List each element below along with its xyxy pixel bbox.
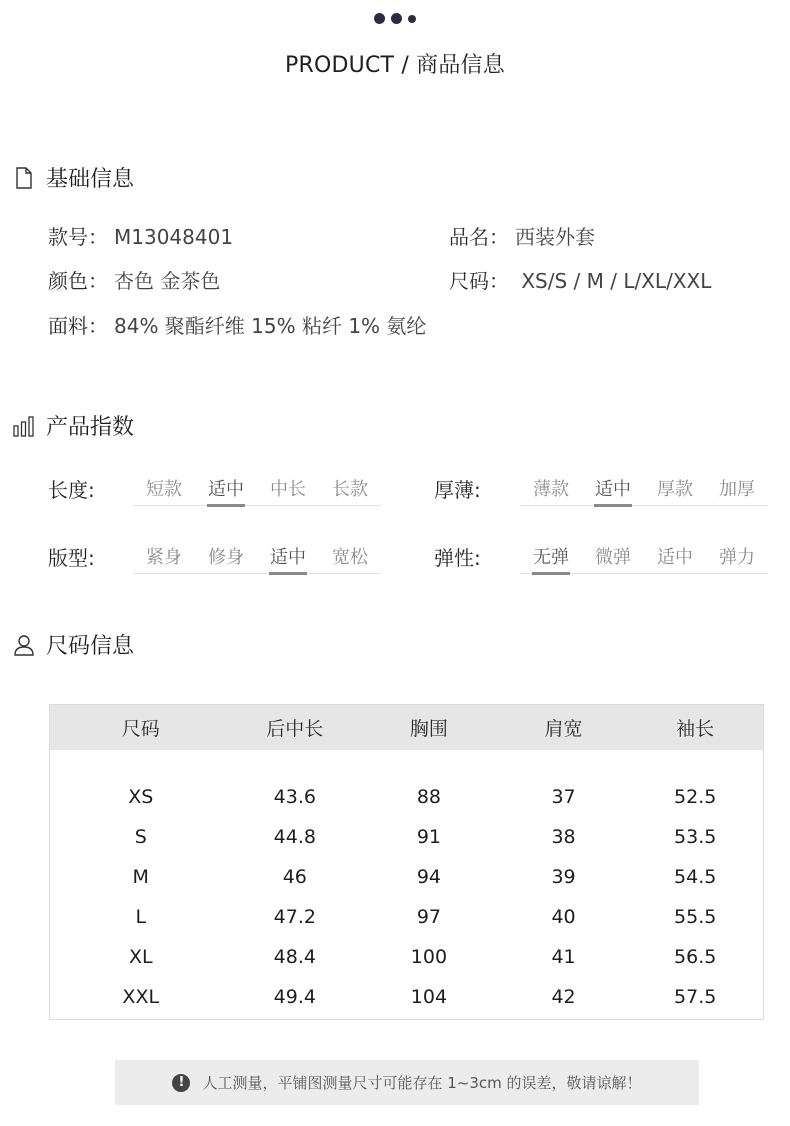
metric-option: 长款	[332, 479, 368, 500]
metric-option-selected: 适中	[195, 475, 257, 501]
carousel-dots	[0, 13, 790, 24]
table-cell: M	[132, 866, 149, 888]
table-cell: 41	[551, 946, 576, 968]
section-title: 尺码信息	[46, 634, 135, 659]
field-value: 西装外套	[515, 225, 595, 249]
field-value: 杏色 金茶色	[114, 269, 221, 293]
size-table	[49, 704, 764, 1020]
table-cell: 38	[551, 826, 576, 848]
table-cell: XL	[128, 946, 153, 968]
metric-options-length	[133, 475, 381, 506]
section-basic-info	[12, 162, 134, 193]
metric-option: 宽松	[332, 547, 368, 568]
dot-indicator	[374, 13, 385, 24]
dot-indicator	[408, 15, 416, 23]
dot-indicator	[391, 13, 402, 24]
table-cell: 56.5	[674, 946, 717, 968]
table-header	[50, 705, 763, 750]
table-cell: 48.4	[273, 946, 316, 968]
metric-option: 加厚	[719, 479, 755, 500]
column-header: 尺码	[121, 718, 160, 740]
table-cell: 47.2	[273, 906, 316, 928]
exclamation-icon: !	[172, 1074, 190, 1092]
metric-option-selected: 适中	[257, 543, 319, 569]
metric-option: 薄款	[533, 479, 569, 500]
field-style-number	[48, 221, 233, 250]
table-cell: 91	[416, 826, 442, 848]
section-product-metrics	[12, 410, 134, 441]
table-cell: 42	[551, 986, 576, 1008]
field-label: 品名：	[449, 225, 509, 249]
document-icon	[12, 166, 36, 190]
table-cell: 49.4	[273, 986, 316, 1008]
table-cell: 46	[282, 866, 307, 888]
metric-option: 弹力	[719, 547, 755, 568]
table-cell: 44.8	[273, 826, 316, 848]
section-title: 基础信息	[46, 167, 135, 192]
field-label: 面料：	[48, 314, 108, 338]
metric-options-thickness	[520, 475, 768, 506]
table-row	[50, 897, 763, 937]
table-cell: 53.5	[674, 826, 717, 848]
metric-label-elasticity: 弹性:	[434, 546, 481, 570]
table-cell: 39	[551, 866, 576, 888]
section-size-info	[12, 629, 134, 660]
metric-option: 修身	[208, 547, 244, 568]
table-row	[50, 857, 763, 897]
metric-option: 适中	[657, 547, 693, 568]
field-value: 84% 聚酯纤维 15% 粘纤 1% 氨纶	[114, 314, 427, 338]
metric-option: 中长	[270, 479, 306, 500]
table-cell: 43.6	[273, 786, 316, 808]
field-sizes	[449, 265, 711, 294]
column-header: 后中长	[266, 718, 324, 740]
field-color	[48, 265, 220, 294]
notice-text: 人工测量，平铺图测量尺寸可能存在 1~3cm 的误差，敬请谅解！	[202, 1074, 642, 1092]
table-cell: L	[135, 906, 147, 928]
column-header: 袖长	[676, 718, 715, 740]
metric-label-fit: 版型:	[48, 546, 95, 570]
metric-options-fit	[133, 543, 381, 574]
metric-label-length: 长度:	[48, 478, 95, 502]
metric-option-selected: 无弹	[520, 543, 582, 569]
table-cell: 40	[551, 906, 576, 928]
table-cell: 104	[410, 986, 448, 1008]
metric-option: 厚款	[657, 479, 693, 500]
table-cell: 57.5	[674, 986, 717, 1008]
person-icon	[12, 633, 36, 657]
metric-label-thickness: 厚薄:	[434, 478, 481, 502]
table-cell: 37	[551, 786, 576, 808]
table-cell: 52.5	[674, 786, 717, 808]
table-row	[50, 937, 763, 977]
field-fabric	[48, 310, 426, 339]
table-cell: 100	[410, 946, 448, 968]
table-cell: XXL	[122, 986, 160, 1008]
table-cell: 55.5	[674, 906, 717, 928]
bar-chart-icon	[12, 414, 36, 438]
field-label: 款号：	[48, 225, 108, 249]
measurement-notice	[115, 1060, 699, 1105]
table-body	[50, 750, 763, 1017]
metric-option: 短款	[146, 479, 182, 500]
field-value: M13048401	[114, 225, 234, 249]
column-header: 肩宽	[544, 718, 583, 740]
table-cell: 88	[416, 786, 442, 808]
field-label: 颜色：	[48, 269, 108, 293]
metric-option-selected: 适中	[582, 475, 644, 501]
table-row	[50, 817, 763, 857]
page-title: PRODUCT / 商品信息	[285, 53, 505, 78]
metric-option: 微弹	[595, 547, 631, 568]
field-value: XS/S / M / L/XL/XXL	[515, 269, 712, 293]
field-label: 尺码：	[449, 269, 509, 293]
metric-options-elasticity	[520, 543, 768, 574]
table-row	[50, 777, 763, 817]
table-row	[50, 977, 763, 1017]
table-cell: 54.5	[674, 866, 717, 888]
field-product-name	[449, 221, 595, 250]
table-cell: S	[134, 826, 147, 848]
table-cell: XS	[128, 786, 154, 808]
section-title: 产品指数	[46, 415, 135, 440]
table-cell: 94	[416, 866, 442, 888]
column-header: 胸围	[409, 718, 448, 740]
metric-option: 紧身	[146, 547, 182, 568]
table-cell: 97	[416, 906, 442, 928]
